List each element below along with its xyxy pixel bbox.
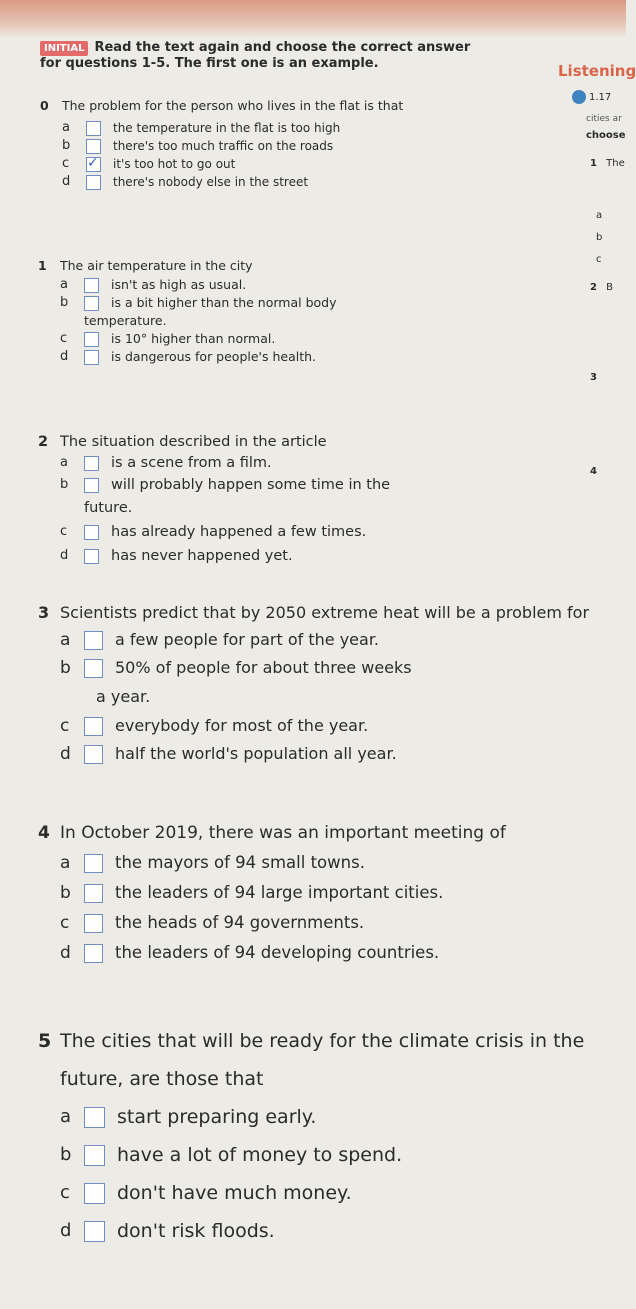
side-choose-label: choose bbox=[586, 130, 626, 141]
checkbox-icon[interactable] bbox=[84, 278, 99, 293]
question-number: 1 bbox=[38, 258, 47, 273]
checkbox-icon[interactable] bbox=[84, 1221, 105, 1242]
question-stem: The problem for the person who lives in the flat is that bbox=[62, 98, 404, 113]
checkbox-icon[interactable] bbox=[84, 854, 103, 873]
option-c[interactable]: c ✓ it's too hot to go out bbox=[62, 155, 460, 173]
question-number: 5 bbox=[38, 1030, 52, 1052]
option-a[interactable]: a a few people for part of the year. bbox=[60, 630, 380, 650]
option-b[interactable]: b is a bit higher than the normal body bbox=[60, 295, 337, 310]
option-b[interactable]: b have a lot of money to spend. bbox=[60, 1144, 403, 1166]
option-b-continued: temperature. bbox=[84, 313, 167, 328]
checkbox-icon[interactable] bbox=[84, 914, 103, 933]
option-a[interactable]: a isn't as high as usual. bbox=[60, 277, 247, 292]
checkbox-icon[interactable] bbox=[84, 296, 99, 311]
checked-checkbox-icon[interactable] bbox=[86, 157, 101, 172]
question-stem: Scientists predict that by 2050 extreme heat will be a problem for bbox=[60, 603, 590, 622]
question-stem: In October 2019, there was an important meeting of bbox=[60, 823, 506, 843]
option-c[interactable]: c is 10° higher than normal. bbox=[60, 331, 276, 346]
question-number: 3 bbox=[38, 603, 50, 622]
option-c[interactable]: c the heads of 94 governments. bbox=[60, 913, 365, 933]
option-d[interactable]: d half the world's population all year. bbox=[60, 744, 397, 764]
option-b-continued: future. bbox=[84, 500, 133, 516]
example-question bbox=[40, 98, 460, 191]
checkbox-icon[interactable] bbox=[84, 659, 103, 678]
listening-title: Listening bbox=[558, 62, 636, 80]
checkbox-icon[interactable] bbox=[84, 717, 103, 736]
checkbox-icon[interactable] bbox=[84, 478, 99, 493]
checkbox-icon[interactable] bbox=[84, 525, 99, 540]
question-stem: The cities that will be ready for the climate crisis in the future, are those that bbox=[60, 1030, 585, 1090]
side-question-4: 4 bbox=[590, 466, 597, 477]
question-1 bbox=[38, 256, 440, 366]
question-4 bbox=[38, 818, 540, 968]
option-a[interactable]: a the temperature in the flat is too high bbox=[62, 120, 341, 135]
question-2 bbox=[38, 432, 480, 568]
question-stem: The air temperature in the city bbox=[60, 258, 253, 273]
question-3 bbox=[38, 600, 600, 768]
option-b[interactable]: b 50% of people for about three weeks bbox=[60, 658, 412, 678]
option-a[interactable]: a start preparing early. bbox=[60, 1106, 317, 1128]
checkbox-icon[interactable] bbox=[84, 944, 103, 963]
checkbox-icon[interactable] bbox=[84, 549, 99, 564]
checkbox-icon[interactable] bbox=[84, 884, 103, 903]
checkbox-icon[interactable] bbox=[84, 1183, 105, 1204]
audio-track[interactable] bbox=[572, 90, 611, 104]
option-d[interactable]: d don't risk floods. bbox=[60, 1220, 275, 1242]
exercise-badge: INITIAL bbox=[40, 41, 88, 56]
question-5 bbox=[38, 1022, 620, 1250]
option-b[interactable]: b will probably happen some time in the bbox=[60, 477, 391, 493]
checkbox-icon[interactable] bbox=[84, 350, 99, 365]
option-d[interactable]: d there's nobody else in the street bbox=[62, 174, 309, 189]
listening-side-column bbox=[506, 50, 636, 477]
side-option-c: c bbox=[596, 254, 602, 265]
audio-track-number: 1.17 bbox=[589, 91, 612, 103]
option-c[interactable]: c everybody for most of the year. bbox=[60, 716, 369, 736]
option-b[interactable]: b there's too much traffic on the roads bbox=[62, 138, 334, 153]
checkbox-icon[interactable] bbox=[84, 1145, 105, 1166]
checkbox-icon[interactable] bbox=[84, 456, 99, 471]
audio-play-icon[interactable] bbox=[572, 90, 586, 104]
option-c[interactable]: c has already happened a few times. bbox=[60, 524, 367, 540]
instruction-text: Read the text again and choose the correct answer for questions 1-5. The first one is an example. bbox=[40, 40, 471, 71]
checkbox-icon[interactable] bbox=[84, 1107, 105, 1128]
question-number: 4 bbox=[38, 823, 50, 843]
option-d[interactable]: d has never happened yet. bbox=[60, 548, 293, 564]
side-question-2: 2 B bbox=[590, 282, 614, 293]
checkbox-icon[interactable] bbox=[86, 175, 101, 190]
option-d[interactable]: d the leaders of 94 developing countries. bbox=[60, 943, 440, 963]
option-c[interactable]: c don't have much money. bbox=[60, 1182, 352, 1204]
side-text-fragment: cities ar bbox=[586, 114, 622, 124]
side-question-1: 1 The bbox=[590, 158, 625, 169]
checkbox-icon[interactable] bbox=[86, 121, 101, 136]
question-stem: The situation described in the article bbox=[60, 434, 327, 450]
option-a[interactable]: a the mayors of 94 small towns. bbox=[60, 853, 365, 873]
option-b-continued: a year. bbox=[96, 687, 151, 706]
question-number: 0 bbox=[40, 98, 49, 113]
checkbox-icon[interactable] bbox=[86, 139, 101, 154]
option-d[interactable]: d is dangerous for people's health. bbox=[60, 349, 317, 364]
side-option-a: a bbox=[596, 210, 603, 221]
side-question-3: 3 bbox=[590, 372, 597, 383]
exercise-header bbox=[40, 40, 480, 71]
checkbox-icon[interactable] bbox=[84, 631, 103, 650]
question-number: 2 bbox=[38, 434, 49, 450]
checkbox-icon[interactable] bbox=[84, 745, 103, 764]
checkbox-icon[interactable] bbox=[84, 332, 99, 347]
option-a[interactable]: a is a scene from a film. bbox=[60, 455, 272, 471]
side-option-b: b bbox=[596, 232, 603, 243]
option-b[interactable]: b the leaders of 94 large important cities. bbox=[60, 883, 444, 903]
